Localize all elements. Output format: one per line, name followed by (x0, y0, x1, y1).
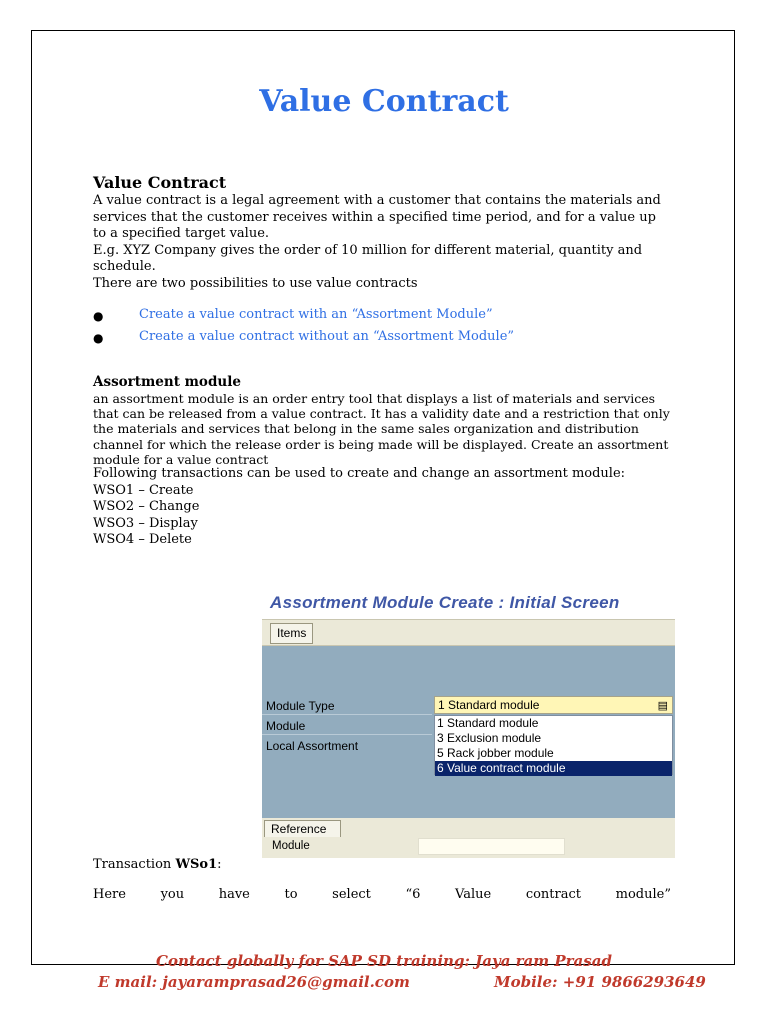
module-type-select[interactable] (434, 696, 673, 714)
items-button[interactable]: Items (270, 623, 313, 644)
sap-screenshot (262, 591, 675, 858)
section-heading-assortment-module: Assortment module (93, 374, 241, 390)
transaction-prefix: Transaction (93, 857, 176, 872)
module-type-selected-value: 1 Standard module (438, 698, 540, 712)
reference-module-input[interactable] (418, 838, 565, 855)
section-heading-value-contract: Value Contract (93, 173, 227, 192)
module-type-label: Module Type (266, 699, 335, 713)
instruction-word: select (332, 887, 371, 902)
module-label: Module (266, 719, 306, 733)
transaction-caption (93, 857, 222, 872)
transaction-item: WSO4 – Delete (93, 532, 192, 547)
sap-form (262, 646, 675, 818)
module-type-options (434, 715, 673, 775)
option-rack-jobber-module[interactable]: 5 Rack jobber module (437, 746, 554, 760)
instruction-word: “6 (405, 887, 421, 902)
transaction-suffix: : (217, 857, 222, 872)
possibilities-intro: There are two possibilities to use value contracts (93, 275, 418, 291)
instruction-word: you (160, 887, 185, 902)
example-paragraph: E.g. XYZ Company gives the order of 10 million for different material, quantity and schedule. (93, 242, 643, 274)
transaction-item: WSO2 – Change (93, 499, 200, 514)
value-contract-description (93, 193, 673, 292)
transaction-item: WSO1 – Create (93, 482, 194, 498)
option-value-contract-module[interactable]: 6 Value contract module (435, 761, 672, 776)
transaction-item: WSO3 – Display (93, 515, 198, 531)
divider (262, 714, 432, 715)
bullet-icon: ● (93, 309, 104, 323)
sap-toolbar (262, 619, 675, 646)
footer-mobile: Mobile: +91 9866293649 (494, 973, 706, 991)
instruction-line (93, 887, 671, 902)
divider (262, 734, 432, 735)
instruction-word: have (218, 887, 250, 902)
instruction-word: contract (525, 887, 582, 902)
footer-email: E mail: jayaramprasad26@gmail.com (98, 973, 410, 991)
transactions-intro: Following transactions can be used to create and change an assortment module: (93, 466, 626, 481)
option-exclusion-module[interactable]: 3 Exclusion module (437, 731, 542, 745)
instruction-word: Value (455, 887, 492, 902)
page-title: Value Contract (259, 84, 509, 119)
instruction-word: module” (615, 887, 671, 902)
definition-paragraph: A value contract is a legal agreement with a customer that contains the materials and services that the customer receives within a specified time period, and for a value up to a specified target value. (93, 193, 661, 241)
sap-screen-title: Assortment Module Create : Initial Screen (270, 593, 620, 612)
local-assortment-label: Local Assortment (266, 739, 359, 753)
tab-reference[interactable]: Reference (264, 820, 341, 837)
assortment-module-description: an assortment module is an order entry tool that displays a list of materials and services that can be released from a value contract. It has a validity date and a restriction that only the materials and services that belong in the same sales organization and distribution channel for which the release order is being made will be displayed. Create an assortment module for a value contract (93, 391, 670, 467)
footer-contact: Contact globally for SAP SD training: Jaya ram Prasad (156, 952, 612, 970)
instruction-word: Here (93, 887, 126, 902)
dropdown-icon[interactable]: ▤ (657, 700, 668, 712)
bullet-text: Create a value contract with an “Assortment Module” (139, 307, 493, 322)
reference-module-label: Module (272, 840, 310, 852)
bullet-icon: ● (93, 331, 104, 345)
reference-section (262, 818, 675, 858)
transactions-block (93, 466, 673, 549)
transaction-code: WSo1 (175, 857, 218, 872)
bullet-text: Create a value contract without an “Assortment Module” (139, 329, 515, 344)
instruction-word: to (284, 887, 298, 902)
option-standard-module[interactable]: 1 Standard module (437, 716, 539, 730)
